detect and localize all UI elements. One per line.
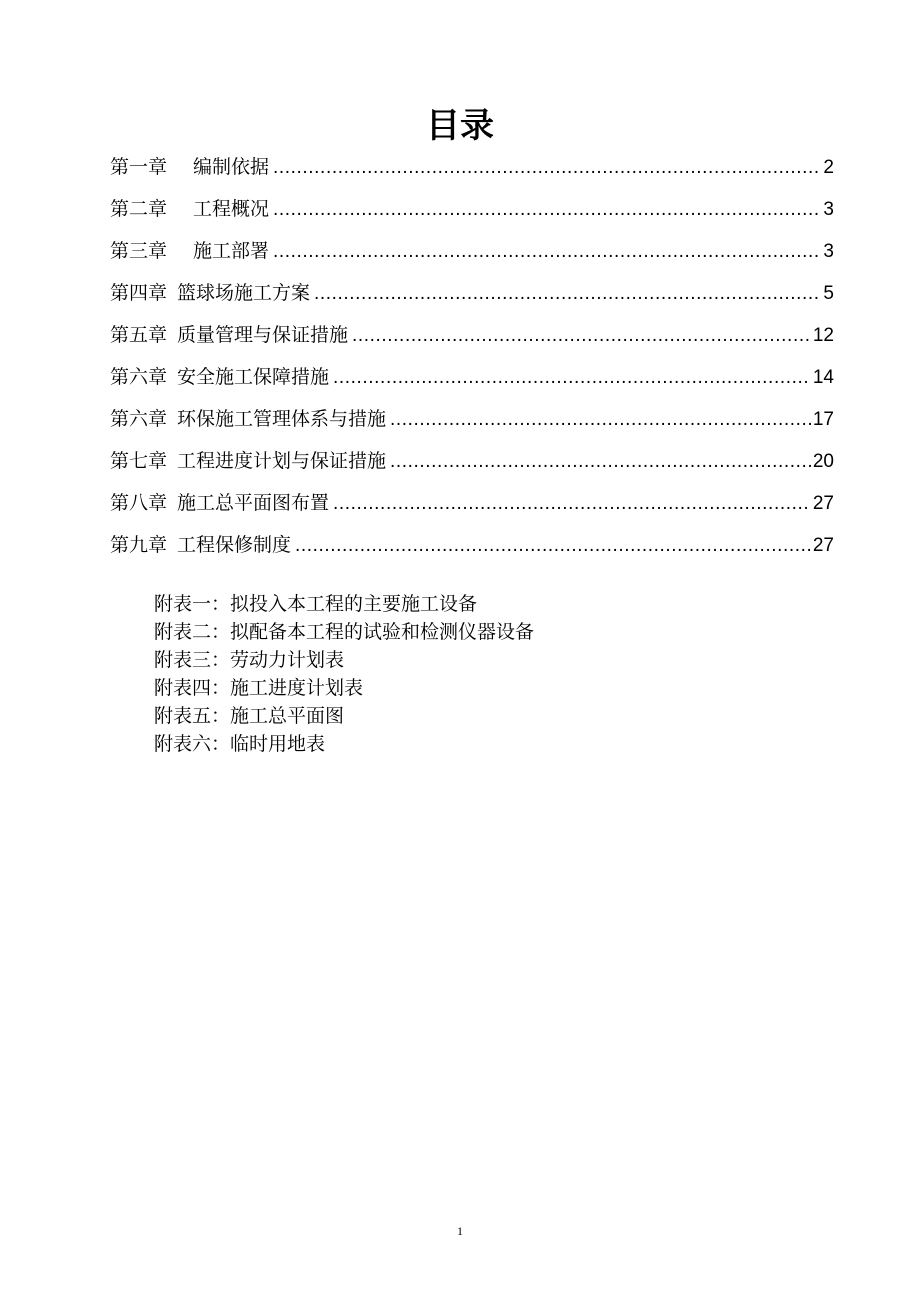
- table-of-contents: [110, 146, 834, 566]
- toc-chapter-number: 第六章: [110, 366, 168, 388]
- toc-entry-8[interactable]: [110, 440, 834, 482]
- toc-chapter-number: 第二章: [110, 198, 168, 220]
- toc-page-number: 12: [812, 325, 834, 346]
- toc-page-number: 3: [823, 241, 834, 262]
- toc-chapter-number: 第七章: [110, 450, 168, 472]
- toc-page-number: 20: [812, 451, 834, 472]
- toc-page-number: 27: [812, 493, 834, 514]
- toc-chapter-title: 工程保修制度: [177, 534, 292, 556]
- toc-entry-1[interactable]: [110, 146, 834, 188]
- toc-dot-leader: [333, 357, 811, 399]
- toc-chapter-title: 环保施工管理体系与措施: [177, 408, 387, 430]
- toc-entry-6[interactable]: [110, 356, 834, 398]
- page-title: 目录: [426, 106, 494, 146]
- page-number: 1: [457, 1224, 463, 1238]
- toc-chapter-number: 第八章: [110, 492, 168, 514]
- appendix-item-5: 附表五：施工总平面图: [154, 705, 345, 727]
- toc-chapter-title: 工程概况: [193, 198, 270, 220]
- toc-page-number: 14: [812, 367, 834, 388]
- toc-page-number: 3: [823, 199, 834, 220]
- toc-chapter-title: 质量管理与保证措施: [177, 324, 349, 346]
- toc-entry-5[interactable]: [110, 314, 834, 356]
- toc-dot-leader: [333, 483, 811, 525]
- toc-dot-leader: [295, 525, 811, 567]
- toc-page-number: 5: [823, 283, 834, 304]
- toc-chapter-title: 施工部署: [193, 240, 270, 262]
- toc-chapter-number: 第一章: [110, 156, 168, 178]
- toc-entry-10[interactable]: [110, 524, 834, 566]
- toc-dot-leader: [273, 189, 821, 231]
- appendix-item-4: 附表四：施工进度计划表: [154, 677, 364, 699]
- toc-chapter-title: 篮球场施工方案: [177, 282, 311, 304]
- toc-page-number: 27: [812, 535, 834, 556]
- toc-dot-leader: [273, 231, 821, 273]
- toc-chapter-number: 第六章: [110, 408, 168, 430]
- toc-page-number: 17: [812, 409, 834, 430]
- toc-dot-leader: [352, 315, 811, 357]
- toc-entry-3[interactable]: [110, 230, 834, 272]
- toc-dot-leader: [314, 273, 821, 315]
- toc-dot-leader: [390, 399, 811, 441]
- toc-chapter-number: 第五章: [110, 324, 168, 346]
- appendix-item-1: 附表一：拟投入本工程的主要施工设备: [154, 593, 478, 615]
- toc-entry-9[interactable]: [110, 482, 834, 524]
- toc-dot-leader: [273, 147, 821, 189]
- toc-entry-7[interactable]: [110, 398, 834, 440]
- toc-chapter-title: 安全施工保障措施: [177, 366, 330, 388]
- appendix-item-2: 附表二：拟配备本工程的试验和检测仪器设备: [154, 621, 535, 643]
- appendix-item-6: 附表六：临时用地表: [154, 733, 326, 755]
- toc-chapter-number: 第四章: [110, 282, 168, 304]
- toc-entry-4[interactable]: [110, 272, 834, 314]
- toc-page-number: 2: [823, 157, 834, 178]
- toc-chapter-title: 工程进度计划与保证措施: [177, 450, 387, 472]
- toc-chapter-number: 第三章: [110, 240, 168, 262]
- toc-entry-2[interactable]: [110, 188, 834, 230]
- toc-chapter-title: 编制依据: [193, 156, 270, 178]
- appendix-list: [154, 590, 754, 758]
- toc-chapter-title: 施工总平面图布置: [177, 492, 330, 514]
- appendix-item-3: 附表三：劳动力计划表: [154, 649, 345, 671]
- toc-dot-leader: [390, 441, 811, 483]
- toc-chapter-number: 第九章: [110, 534, 168, 556]
